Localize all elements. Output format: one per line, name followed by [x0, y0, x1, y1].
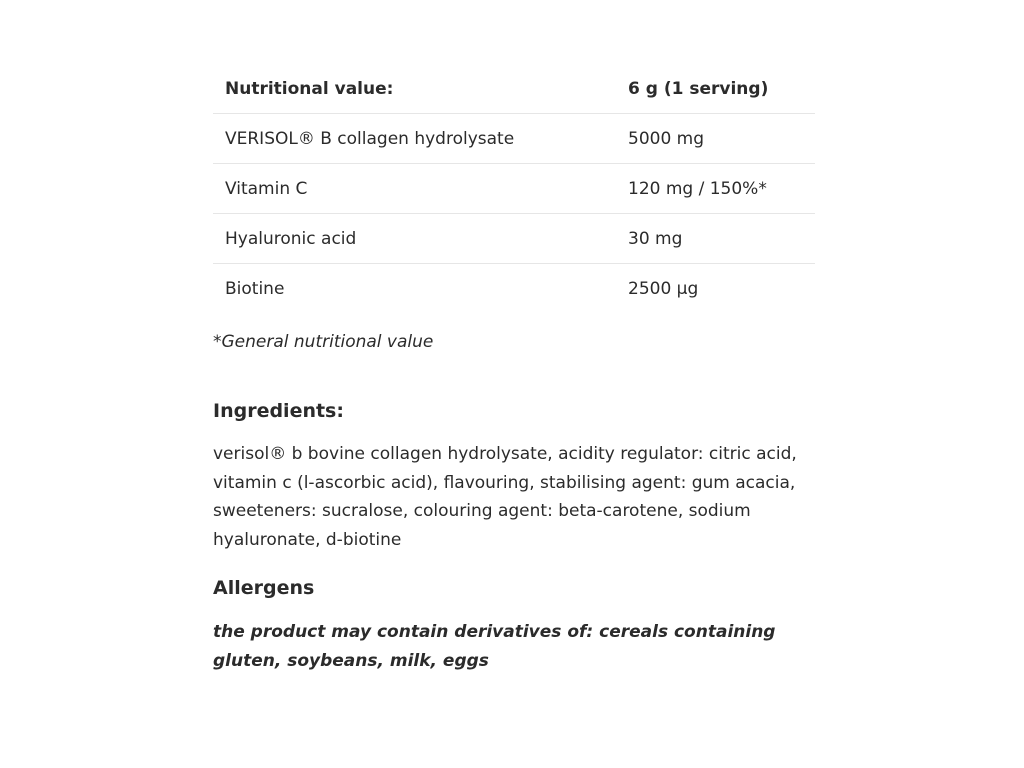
table-row	[213, 114, 815, 164]
nutrient-name: Hyaluronic acid	[213, 214, 616, 264]
nutrient-value: 2500 µg	[628, 278, 699, 299]
nutrition-table-header-row	[213, 64, 815, 114]
nutrition-table	[213, 64, 815, 313]
table-row	[213, 214, 815, 264]
allergens-heading: Allergens	[213, 577, 315, 599]
nutrient-name: Biotine	[225, 278, 285, 299]
nutrition-header-name: Nutritional value:	[213, 64, 616, 114]
nutrient-name: VERISOL® B collagen hydrolysate	[213, 114, 616, 164]
nutrient-value: 30 mg	[616, 214, 815, 264]
allergens-text: the product may contain derivatives of: cereals containing gluten, soybeans, milk, eggs	[213, 622, 776, 671]
table-row	[213, 164, 815, 214]
nutrient-value: 5000 mg	[616, 114, 815, 164]
nutrient-name: Vitamin C	[213, 164, 616, 214]
nutrition-footnote: *General nutritional value	[213, 332, 434, 352]
table-row	[213, 264, 815, 314]
ingredients-heading: Ingredients:	[213, 400, 344, 422]
nutrition-header-value: 6 g (1 serving)	[616, 64, 815, 114]
nutrient-value: 120 mg / 150%*	[616, 164, 815, 214]
ingredients-text: verisol® b bovine collagen hydrolysate, acidity regulator: citric acid, vitamin c (l-ascorbic acid), flavouring, stabilising agent: gum acacia, sweeteners: sucralose, colouring agent: beta-carotene, sodium hyaluronate, d-biotine	[213, 444, 797, 550]
